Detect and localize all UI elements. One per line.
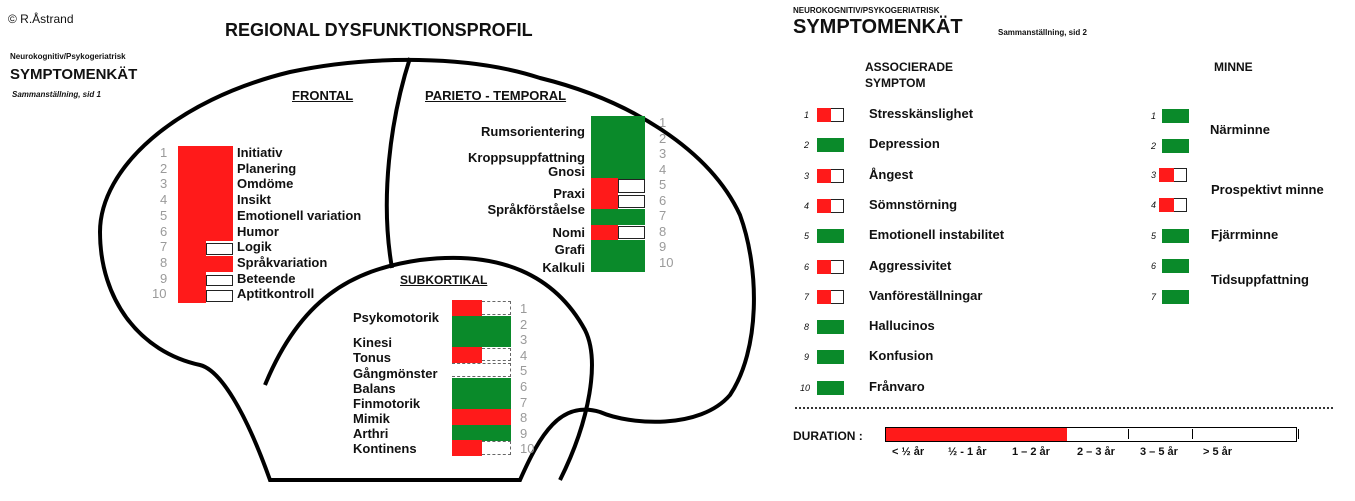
memory-box-fill xyxy=(1159,198,1174,212)
memory-box xyxy=(1162,229,1189,243)
parietal-label: Gnosi xyxy=(548,164,585,179)
parietal-label: Grafi xyxy=(554,242,585,257)
subcortical-label: Psykomotorik xyxy=(353,310,439,325)
associated-number: 4 xyxy=(804,200,810,211)
subcortical-bar xyxy=(452,331,511,347)
subcortical-label: Arthri xyxy=(353,426,389,441)
frontal-number: 2 xyxy=(160,160,168,176)
parietal-empty xyxy=(618,195,645,209)
memory-title: MINNE xyxy=(1214,60,1253,74)
frontal-label: Logik xyxy=(237,239,272,255)
duration-tick-label: ½ - 1 år xyxy=(948,446,987,458)
parietal-bar xyxy=(591,209,645,225)
memory-number: 3 xyxy=(1151,170,1157,180)
memory-number: 5 xyxy=(1151,231,1157,241)
left-header-sub: Sammanställning, sid 1 xyxy=(12,90,101,99)
frontal-label: Humor xyxy=(237,223,279,239)
subcortical-number: 7 xyxy=(520,394,528,410)
frontal-empty xyxy=(206,275,234,287)
subcortical-bar xyxy=(452,316,511,332)
subcortical-empty xyxy=(482,441,512,455)
subcortical-bar xyxy=(452,394,511,410)
parietal-bar xyxy=(591,256,645,272)
associated-box xyxy=(817,350,844,364)
right-header-title: SYMPTOMENKÄT xyxy=(793,16,963,38)
duration-tick-mark xyxy=(1192,429,1193,439)
subcortical-number: 9 xyxy=(520,425,528,441)
parietal-number: 5 xyxy=(659,177,667,192)
associated-box xyxy=(817,381,844,395)
duration-fill xyxy=(886,428,1067,441)
subcortical-label: Finmotorik xyxy=(353,396,421,411)
frontal-label: Insikt xyxy=(237,192,271,208)
frontal-number: 4 xyxy=(160,192,168,208)
parietal-label: Nomi xyxy=(552,225,585,240)
parietal-bar xyxy=(591,163,645,179)
subcortical-bar xyxy=(452,440,482,456)
subcortical-number: 8 xyxy=(520,410,528,426)
subcortical-empty xyxy=(482,301,512,315)
frontal-bar xyxy=(178,287,206,303)
associated-title-2: SYMPTOM xyxy=(865,76,926,90)
parietal-number: 1 xyxy=(659,115,667,130)
associated-label: Depression xyxy=(869,136,940,152)
frontal-number: 3 xyxy=(160,176,168,192)
frontal-bar xyxy=(178,193,233,209)
subcortical-bar xyxy=(452,409,511,425)
associated-title-1: ASSOCIERADE xyxy=(865,60,954,74)
memory-box xyxy=(1162,109,1189,123)
associated-box-fill xyxy=(817,290,831,304)
parietal-number: 3 xyxy=(659,146,667,161)
frontal-number: 8 xyxy=(160,254,168,270)
associated-number: 9 xyxy=(804,352,810,363)
subcortical-label: Mimik xyxy=(353,411,390,426)
parietal-number: 2 xyxy=(659,130,667,146)
parietal-title: PARIETO - TEMPORAL xyxy=(425,88,567,103)
subcortical-empty xyxy=(452,363,511,377)
duration-tick-mark xyxy=(1128,429,1129,439)
associated-label: Hallucinos xyxy=(869,318,935,334)
subcortical-number: 2 xyxy=(520,316,528,332)
frontal-bar xyxy=(178,225,233,241)
parietal-label: Rumsorientering xyxy=(480,124,585,139)
subcortical-title: SUBKORTIKAL xyxy=(400,273,488,287)
subcortical-label: Gångmönster xyxy=(353,366,438,381)
parietal-empty xyxy=(618,179,645,193)
frontal-bar xyxy=(178,146,233,162)
subcortical-label: Kontinens xyxy=(353,441,417,456)
memory-box xyxy=(1162,139,1189,153)
subcortical-bar xyxy=(452,347,482,363)
associated-number: 3 xyxy=(804,170,810,181)
frontal-number: 1 xyxy=(160,145,168,160)
parietal-bar xyxy=(591,240,645,256)
associated-number: 2 xyxy=(804,140,810,151)
memory-label: Fjärrminne xyxy=(1211,227,1279,242)
duration-tick-mark xyxy=(1298,429,1299,439)
associated-label: Vanföreställningar xyxy=(869,287,983,303)
frontal-label: Initiativ xyxy=(237,145,283,160)
duration-tick-label: < ½ år xyxy=(892,446,925,458)
subcortical-bar xyxy=(452,378,511,394)
subcortical-bar xyxy=(452,425,511,441)
memory-number: 2 xyxy=(1151,141,1157,151)
parietal-empty xyxy=(618,226,645,240)
parietal-number: 8 xyxy=(659,223,667,239)
duration-label: DURATION : xyxy=(793,429,863,443)
memory-box xyxy=(1162,259,1189,273)
associated-number: 6 xyxy=(804,261,810,272)
frontal-number: 9 xyxy=(160,270,168,286)
parietal-label: Kalkuli xyxy=(542,260,585,275)
duration-tick-label: 2 – 3 år xyxy=(1077,446,1115,458)
parietal-bar xyxy=(591,194,618,210)
frontal-label: Emotionell variation xyxy=(237,207,362,223)
left-header-small: Neurokognitiv/Psykogeriatrisk xyxy=(10,52,126,61)
frontal-label: Planering xyxy=(237,160,297,176)
frontal-number: 5 xyxy=(160,207,168,223)
associated-number: 5 xyxy=(804,231,810,242)
left-header-title: SYMPTOMENKÄT xyxy=(10,66,138,83)
subcortical-number: 6 xyxy=(520,379,528,394)
duration-tick-label: > 5 år xyxy=(1203,446,1233,458)
associated-number: 1 xyxy=(804,110,810,120)
frontal-bar xyxy=(178,272,206,288)
associated-label: Aggressivitet xyxy=(869,257,952,273)
parietal-label: Praxi xyxy=(553,186,585,201)
parietal-number: 10 xyxy=(659,254,674,270)
subcortical-label: Tonus xyxy=(353,350,392,365)
associated-number: 10 xyxy=(800,382,811,393)
frontal-bar xyxy=(178,240,206,256)
subcortical-number: 1 xyxy=(520,301,528,316)
parietal-bar xyxy=(591,132,645,148)
associated-number: 8 xyxy=(804,322,810,333)
right-header-small: NEUROKOGNITIV/PSYKOGERIATRISK xyxy=(793,6,940,15)
associated-box-fill xyxy=(817,169,831,183)
subcortical-label: Kinesi xyxy=(353,335,393,350)
associated-label: Emotionell instabilitet xyxy=(869,227,1005,243)
subcortical-number: 10 xyxy=(520,441,535,457)
memory-label: Prospektivt minne xyxy=(1211,182,1324,197)
frontal-label: Språkvariation xyxy=(237,254,328,270)
subcortical-number: 5 xyxy=(520,363,528,379)
right-header-sub: Sammanställning, sid 2 xyxy=(998,28,1087,37)
separator-line xyxy=(795,407,1333,409)
parietal-bar xyxy=(591,225,618,241)
parietal-number: 9 xyxy=(659,239,667,254)
associated-label: Sömnstörning xyxy=(869,196,958,212)
page-title: REGIONAL DYSFUNKTIONSPROFIL xyxy=(225,20,533,40)
subcortical-empty xyxy=(482,348,512,362)
associated-box xyxy=(817,320,844,334)
associated-number: 7 xyxy=(804,291,810,302)
frontal-bar xyxy=(178,209,233,225)
parietal-number: 4 xyxy=(659,161,667,177)
duration-bar xyxy=(885,427,1297,442)
parietal-bar xyxy=(591,116,645,132)
frontal-empty xyxy=(206,290,234,302)
duration-tick-label: 3 – 5 år xyxy=(1140,446,1178,458)
frontal-bar xyxy=(178,256,233,272)
frontal-divider xyxy=(387,58,410,268)
duration-tick-label: 1 – 2 år xyxy=(1012,446,1050,458)
parietal-number: 7 xyxy=(659,208,667,223)
parietal-number: 6 xyxy=(659,192,667,208)
associated-label: Frånvaro xyxy=(869,378,925,394)
memory-box xyxy=(1162,290,1189,304)
associated-label: Ångest xyxy=(869,166,914,182)
memory-number: 4 xyxy=(1151,200,1157,210)
associated-box xyxy=(817,138,844,152)
frontal-label: Beteende xyxy=(237,270,296,286)
associated-box xyxy=(817,229,844,243)
parietal-label: Språkförståelse xyxy=(487,202,585,217)
frontal-title: FRONTAL xyxy=(292,88,354,103)
subcortical-number: 4 xyxy=(520,347,528,363)
parietal-bar xyxy=(591,147,645,163)
associated-label: Konfusion xyxy=(869,348,934,364)
associated-box-fill xyxy=(817,260,831,274)
frontal-bar xyxy=(178,177,233,193)
memory-box-fill xyxy=(1159,168,1174,182)
memory-number: 7 xyxy=(1151,292,1157,302)
frontal-number: 10 xyxy=(152,286,167,302)
frontal-number: 6 xyxy=(160,223,168,239)
memory-number: 1 xyxy=(1151,111,1157,121)
parietal-bar xyxy=(591,178,618,194)
parietal-label: Kroppsuppfattning xyxy=(468,150,585,165)
frontal-label: Aptitkontroll xyxy=(237,286,315,302)
associated-label: Stresskänslighet xyxy=(869,106,974,121)
subcortical-bar xyxy=(452,300,482,316)
associated-box-fill xyxy=(817,199,831,213)
subcortical-number: 3 xyxy=(520,332,528,348)
frontal-label: Omdöme xyxy=(237,176,294,192)
frontal-bar xyxy=(178,162,233,178)
associated-box-fill xyxy=(817,108,831,122)
memory-label: Tidsuppfattning xyxy=(1211,272,1309,287)
frontal-number: 7 xyxy=(160,239,168,255)
subcortical-label: Balans xyxy=(353,381,396,396)
copyright: © R.Åstrand xyxy=(8,12,74,26)
memory-number: 6 xyxy=(1151,261,1157,271)
memory-label: Närminne xyxy=(1210,122,1270,137)
frontal-empty xyxy=(206,243,234,255)
